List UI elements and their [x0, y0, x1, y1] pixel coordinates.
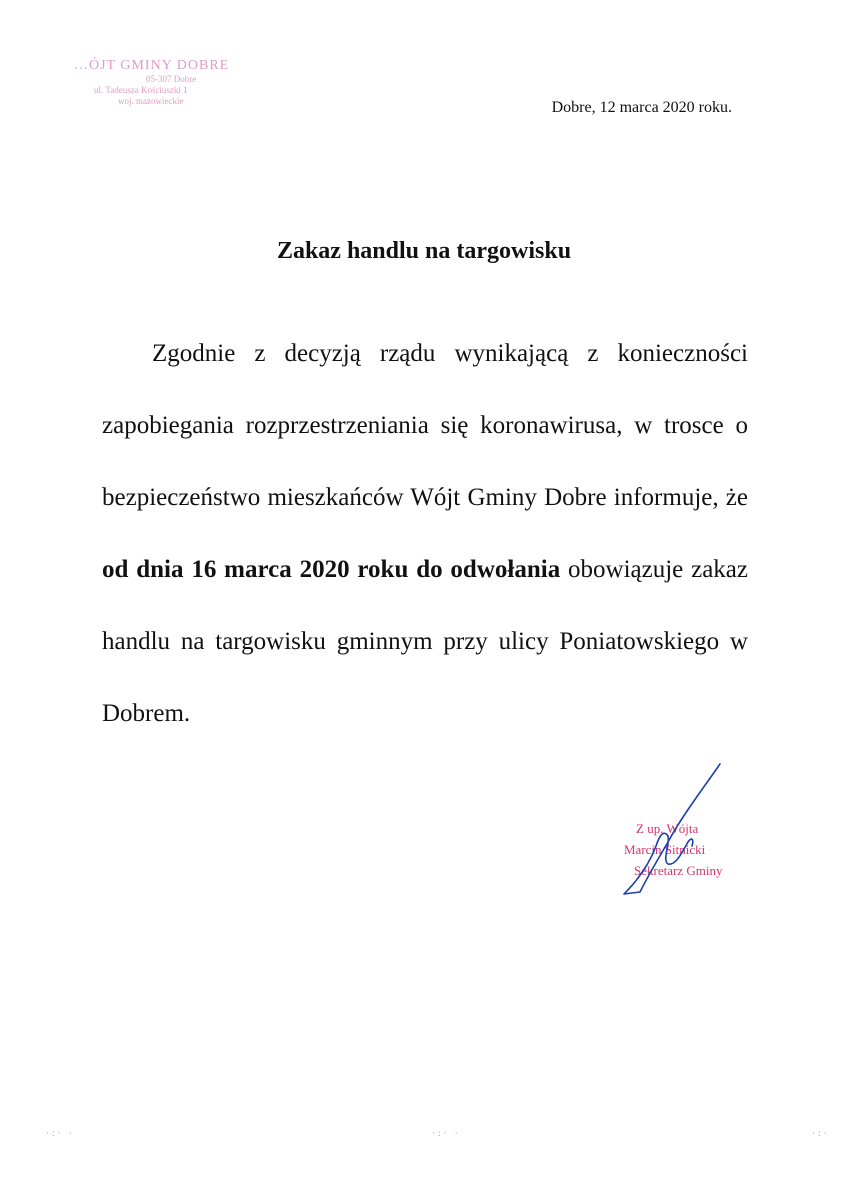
signature-line-1: Z up. Wójta: [636, 821, 699, 836]
signature-line-3: Sekretarz Gminy: [634, 863, 723, 878]
handwritten-signature: [610, 760, 760, 900]
document-date: Dobre, 12 marca 2020 roku.: [551, 99, 732, 116]
stamp-line-4: woj. mazowieckie: [118, 96, 184, 106]
office-stamp: [64, 58, 264, 107]
stamp-line-3: ul. Tadeusza Kościuszki 1: [94, 85, 188, 95]
signature-line-2: Marcin Sitnicki: [624, 842, 706, 857]
document-title: Zakaz handlu na targowisku: [276, 238, 572, 264]
signature-block: [610, 760, 760, 900]
document-body: [102, 318, 748, 750]
stamp-line-1: …ÓJT GMINY DOBRE: [74, 58, 230, 73]
footer-mark-left: ·:· ·: [46, 1128, 75, 1138]
footer-mark-right: ·:·: [812, 1128, 830, 1138]
body-text-part-1: Zgodnie z decyzją rządu wynikającą z konieczności zapobiegania rozprzestrzeniania się koronawirusa, w trosce o bezpieczeństwo mieszkańców Wójt Gminy Dobre informuje, że: [102, 340, 748, 511]
stamp-line-2: 05-307 Dobre: [146, 74, 197, 84]
body-text-part-2: obowiązuje zakaz handlu na targowisku gminnym przy ulicy Poniatowskiego w Dobrem.: [102, 556, 748, 727]
footer-mark-center: ·:· ·: [432, 1128, 461, 1138]
body-text-bold: od dnia 16 marca 2020 roku do odwołania: [102, 556, 561, 583]
